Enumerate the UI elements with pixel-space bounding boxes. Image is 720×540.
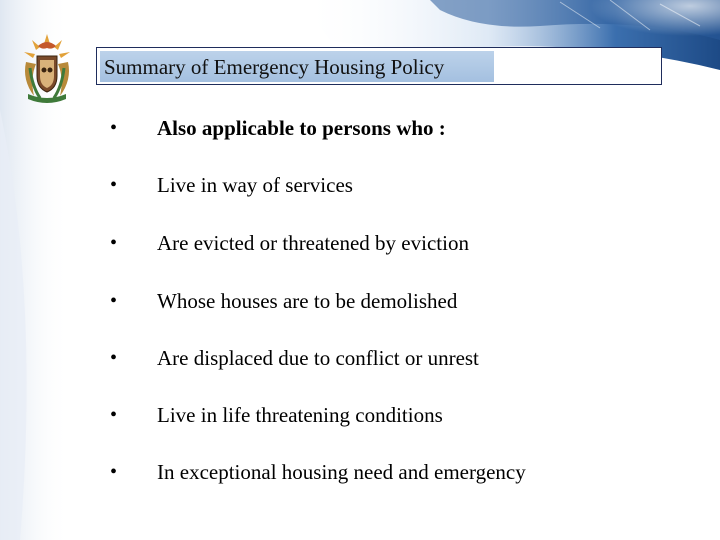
list-item bbox=[110, 286, 710, 316]
slide-title: Summary of Emergency Housing Policy bbox=[104, 55, 445, 79]
bullet-text: In exceptional housing need and emergency bbox=[157, 460, 526, 484]
bullet-icon: • bbox=[110, 232, 118, 254]
list-item bbox=[110, 113, 710, 143]
bullet-text: Live in way of services bbox=[157, 173, 353, 197]
bullet-text: Live in life threatening conditions bbox=[157, 403, 443, 427]
bullet-icon: • bbox=[110, 404, 118, 426]
list-item bbox=[110, 343, 710, 373]
list-item bbox=[110, 170, 710, 200]
list-item bbox=[110, 400, 710, 430]
bullet-text: Also applicable to persons who : bbox=[157, 116, 446, 140]
bullet-icon: • bbox=[110, 461, 118, 483]
list-item bbox=[110, 228, 710, 258]
bullet-icon: • bbox=[110, 117, 118, 139]
bullet-text: Whose houses are to be demolished bbox=[157, 289, 458, 313]
list-item bbox=[110, 457, 710, 487]
bullet-text: Are evicted or threatened by eviction bbox=[157, 231, 469, 255]
bullet-icon: • bbox=[110, 174, 118, 196]
bullet-icon: • bbox=[110, 290, 118, 312]
bullet-text: Are displaced due to conflict or unrest bbox=[157, 346, 479, 370]
bullet-icon: • bbox=[110, 347, 118, 369]
